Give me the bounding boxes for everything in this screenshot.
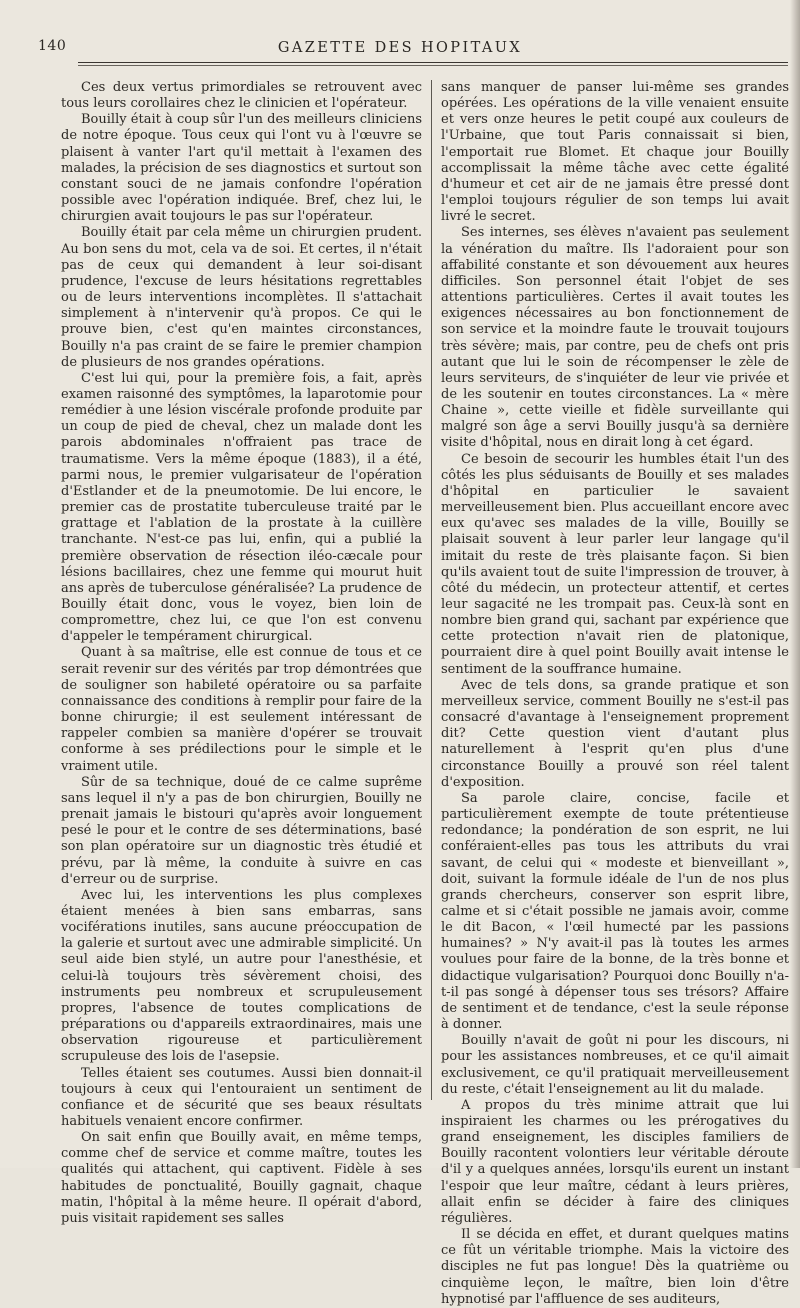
left-column	[61, 80, 422, 1227]
paragraph: Quant à sa maîtrise, elle est connue de tous et ce serait revenir sur des vérités par trop démontrées que de souligner son habileté opératoire ou sa parfaite connaissance des conditions à remplir pour faire de la bonne chirurgie; il est seulement intéressant de rappeler combien sa manière d'opérer se trouvait conforme à ses prédilections pour le simple et le vraiment utile.	[61, 645, 422, 774]
paragraph: C'est lui qui, pour la première fois, a fait, après examen raisonné des symptômes, la laparotomie pour remédier à une lésion viscérale profonde produite par un coup de pied de cheval, chez un malade dont les parois abdominales n'offraient pas trace de traumatisme. Vers la même époque (1883), il a été, parmi nous, le premier vulgarisateur de l'opération d'Estlander et de la pneumotomie. De lui encore, le premier cas de prostatite tuberculeuse traité par le grattage et l'ablation de la prostate à la cuillère tranchante. N'est-ce pas lui, enfin, qui a publié la première observation de résection iléo-cæcale pour lésions bacillaires, chez une femme qui mourut huit ans après de tuberculose généralisée? La prudence de Bouilly était donc, vous le voyez, bien loin de compromettre, chez lui, ce que l'on est convenu d'appeler le tempérament chirurgical.	[61, 370, 422, 645]
paragraph: Avec de tels dons, sa grande pratique et son merveilleux service, comment Bouilly ne s'est-il pas consacré d'avantage à l'enseignement proprement dit? Cette question vient d'autant plus naturellement à l'esprit qu'en plus d'une circonstance Bouilly a prouvé son réel talent d'exposition.	[441, 677, 789, 790]
paragraph: Ce besoin de secourir les humbles était l'un des côtés les plus séduisants de Bouilly et ses malades d'hôpital en particulier le savaient merveilleusement bien. Plus accueillant encore avec eux qu'avec ses malades de la ville, Bouilly se plaisait souvent à leur parler leur langage qu'il imitait du reste de très plaisante façon. Si bien qu'ils avaient tout de suite l'impression de trouver, à côté du médecin, un protecteur attentif, et certes leur sagacité ne les trompait pas. Ceux-là sont en nombre bien grand qui, sachant par expérience que cette protection n'avait rien de platonique, pourraient dire à quel point Bouilly avait intense le sentiment de la souffrance humaine.	[441, 451, 789, 677]
paragraph: A propos du très minime attrait que lui inspiraient les charmes ou les prérogatives du grand enseignement, les disciples familiers de Bouilly racontent volontiers leur véritable déroute d'il y a quelques années, lorsqu'ils eurent un instant l'espoir que leur maître, cédant à leurs prières, allait enfin se décider à faire des cliniques régulières.	[441, 1097, 789, 1226]
paragraph: On sait enfin que Bouilly avait, en même temps, comme chef de service et comme maître, toutes les qualités qui attachent, qui captivent. Fidèle à ses habitudes de ponctualité, Bouilly gagnait, chaque matin, l'hôpital à la même heure. Il opérait d'abord, puis visitait rapidement ses salles	[61, 1130, 422, 1226]
paragraph: Telles étaient ses coutumes. Aussi bien donnait-il toujours à ceux qui l'entouraient un sentiment de confiance et de sécurité que ses beaux résultats habituels venaient encore confirmer.	[61, 1065, 422, 1129]
paragraph: Il se décida en effet, et durant quelques matins ce fût un véritable triomphe. Mais la victoire des disciples ne fut pas longue! Dès la quatrième ou cinquième leçon, le maître, bien loin d'être hypnotisé par l'affluence de ses auditeurs,	[441, 1227, 789, 1307]
paragraph: Bouilly n'avait de goût ni pour les discours, ni pour les assistances nombreuses, et ce qu'il aimait exclusivement, ce qu'il pratiquait merveilleusement du reste, c'était l'enseignement au lit du malade.	[441, 1033, 789, 1097]
paragraph: Bouilly était par cela même un chirurgien prudent. Au bon sens du mot, cela va de soi. Et certes, il n'était pas de ceux qui demandent à leur soi-disant prudence, l'excuse de leurs hésitations regrettables ou de leurs interventions incomplètes. Il s'attachait simplement à n'intervenir qu'à propos. Ce qui le prouve bien, c'est qu'en maintes circonstances, Bouilly n'a pas craint de se faire le premier champion de plusieurs de nos grandes opérations.	[61, 225, 422, 370]
right-column	[441, 80, 789, 1308]
paragraph: Ses internes, ses élèves n'avaient pas seulement la vénération du maître. Ils l'adoraient pour son affabilité constante et son dévouement aux heures difficiles. Son personnel était l'objet de ses attentions particulières. Certes il avait toutes les exigences nécessaires au bon fonctionnement de son service et la moindre faute le trouvait toujours très sévère; mais, par contre, peu de chefs ont pris autant que lui le soin de récompenser le zèle de leurs serviteurs, de s'inquiéter de leur vie privée et de les soutenir en toutes circonstances. La « mère Chaine », cette vieille et fidèle surveillante qui malgré son âge a servi Bouilly jusqu'à sa dernière visite d'hôpital, nous en dirait long à cet égard.	[441, 225, 789, 451]
header-rule	[78, 62, 788, 63]
page-edge-shadow	[790, 0, 800, 1168]
paragraph: Bouilly était à coup sûr l'un des meilleurs cliniciens de notre époque. Tous ceux qui l'ont vu à l'œuvre se plaisent à vanter l'art qu'il mettait à l'examen des malades, la précision de ses diagnostics et surtout son constant souci de ne jamais confondre l'opération possible avec l'opération indiquée. Bref, chez lui, le chirurgien avait toujours le pas sur l'opérateur.	[61, 112, 422, 225]
column-divider	[431, 80, 432, 1100]
paragraph: Ces deux vertus primordiales se retrouvent avec tous leurs corollaires chez le clinicien et l'opérateur.	[61, 80, 422, 112]
page-number: 140	[38, 38, 67, 54]
paragraph: Sa parole claire, concise, facile et particulièrement exempte de toute prétentieuse redondance; la pondération de son esprit, ne lui conféraient-elles pas tous les attributs du vrai savant, de celui qui « modeste et bienveillant », doit, suivant la formule idéale de l'un de nos plus grands chercheurs, conserver son esprit libre, calme et si c'était possible ne jamais avoir, comme le dit Bacon, « l'œil humecté par les passions humaines? » N'y avait-il pas là toutes les armes voulues pour faire de la bonne, de la très bonne et didactique vulgarisation? Pourquoi donc Bouilly n'a-t-il pas songé à dépenser tous ses trésors? Affaire de sentiment et de tendance, c'est la seule réponse à donner.	[441, 790, 789, 1033]
header-rule-thin	[78, 65, 788, 66]
paragraph-continuation: sans manquer de panser lui-même ses grandes opérées. Les opérations de la ville venaient ensuite et vers onze heures le petit coupé aux couleurs de l'Urbaine, que tout Paris connaissait si bien, l'emportait rue Blomet. Et chaque jour Bouilly accomplissait la même tâche avec cette égalité d'humeur et cet air de ne jamais être pressé dont l'emploi toujours régulier de son temps lui avait livré le secret.	[441, 80, 789, 225]
paragraph: Sûr de sa technique, doué de ce calme suprême sans lequel il n'y a pas de bon chirurgien, Bouilly ne prenait jamais le bistouri qu'après avoir longuement pesé le pour et le contre de ses déterminations, basé son plan opératoire sur un diagnostic très étudié et prévu, par là même, la conduite à suivre en cas d'erreur ou de surprise.	[61, 774, 422, 887]
paragraph: Avec lui, les interventions les plus complexes étaient menées à bien sans embarras, sans vociférations inutiles, sans aucune préoccupation de la galerie et surtout avec une admirable simplicité. Un seul aide bien stylé, un autre pour l'anesthésie, et celui-là toujours très sévèrement choisi, des instruments peu nombreux et scrupuleusement propres, l'absence de toutes complications de préparations ou d'appareils extraordinaires, mais une observation rigoureuse et particulièrement scrupuleuse des lois de l'asepsie.	[61, 887, 422, 1065]
running-title: GAZETTE DES HOPITAUX	[277, 40, 523, 56]
